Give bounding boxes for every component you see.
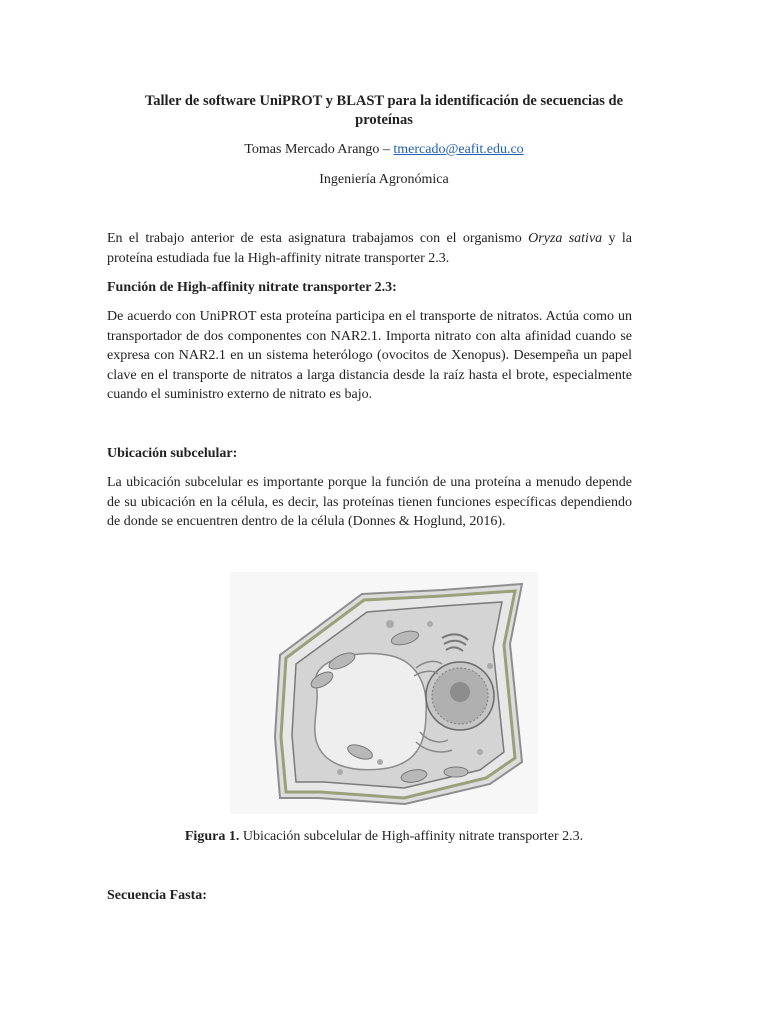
author-name: Tomas Mercado Arango – (244, 142, 390, 157)
fasta-heading: Secuencia Fasta: (107, 888, 207, 903)
location-heading: Ubicación subcelular: (107, 446, 238, 461)
figure-caption-text: Ubicación subcelular de High-affinity nitrate transporter 2.3. (239, 829, 584, 844)
plant-cell-figure (230, 572, 538, 814)
figure-caption-label: Figura 1. (184, 829, 240, 844)
intro-text-end: y la proteína estudiada fue la High-affinity nitrate transporter 2.3. (107, 231, 632, 266)
organism-name: Oryza sativa (528, 231, 603, 246)
location-paragraph: La ubicación subcelular es importante porque la función de una proteína a menudo depende de su ubicación en la célula, es decir, las proteínas tienen funciones específicas dependiendo de donde se encuentren dentro de la célula (Donnes & Hoglund, 2016). (107, 475, 632, 529)
function-heading: Función de High-affinity nitrate transporter 2.3: (107, 280, 397, 295)
intro-text-start: En el trabajo anterior de esta asignatura trabajamos con el organismo (107, 231, 529, 246)
author-line (0, 141, 768, 159)
plant-cell-illustration (230, 572, 538, 814)
author-email-link[interactable]: tmercado@eafit.edu.co (393, 142, 524, 157)
program-name: Ingeniería Agronómica (319, 172, 449, 187)
intro-paragraph (107, 229, 632, 268)
document-title: Taller de software UniPROT y BLAST para la identificación de secuencias de proteínas (144, 93, 624, 128)
figure-caption (0, 828, 768, 846)
function-paragraph: De acuerdo con UniPROT esta proteína participa en el transporte de nitratos. Actúa como un transportador de dos componentes con NAR2.1. Importa nitrato con alta afinidad cuando se expresa con NAR2.1 en un sistema heterólogo (ovocitos de Xenopus). Desempeña un papel clave en el transporte de nitratos a larga distancia desde la raíz hasta el brote, especialmente cuando el suministro externo de nitrato es bajo. (107, 309, 632, 402)
